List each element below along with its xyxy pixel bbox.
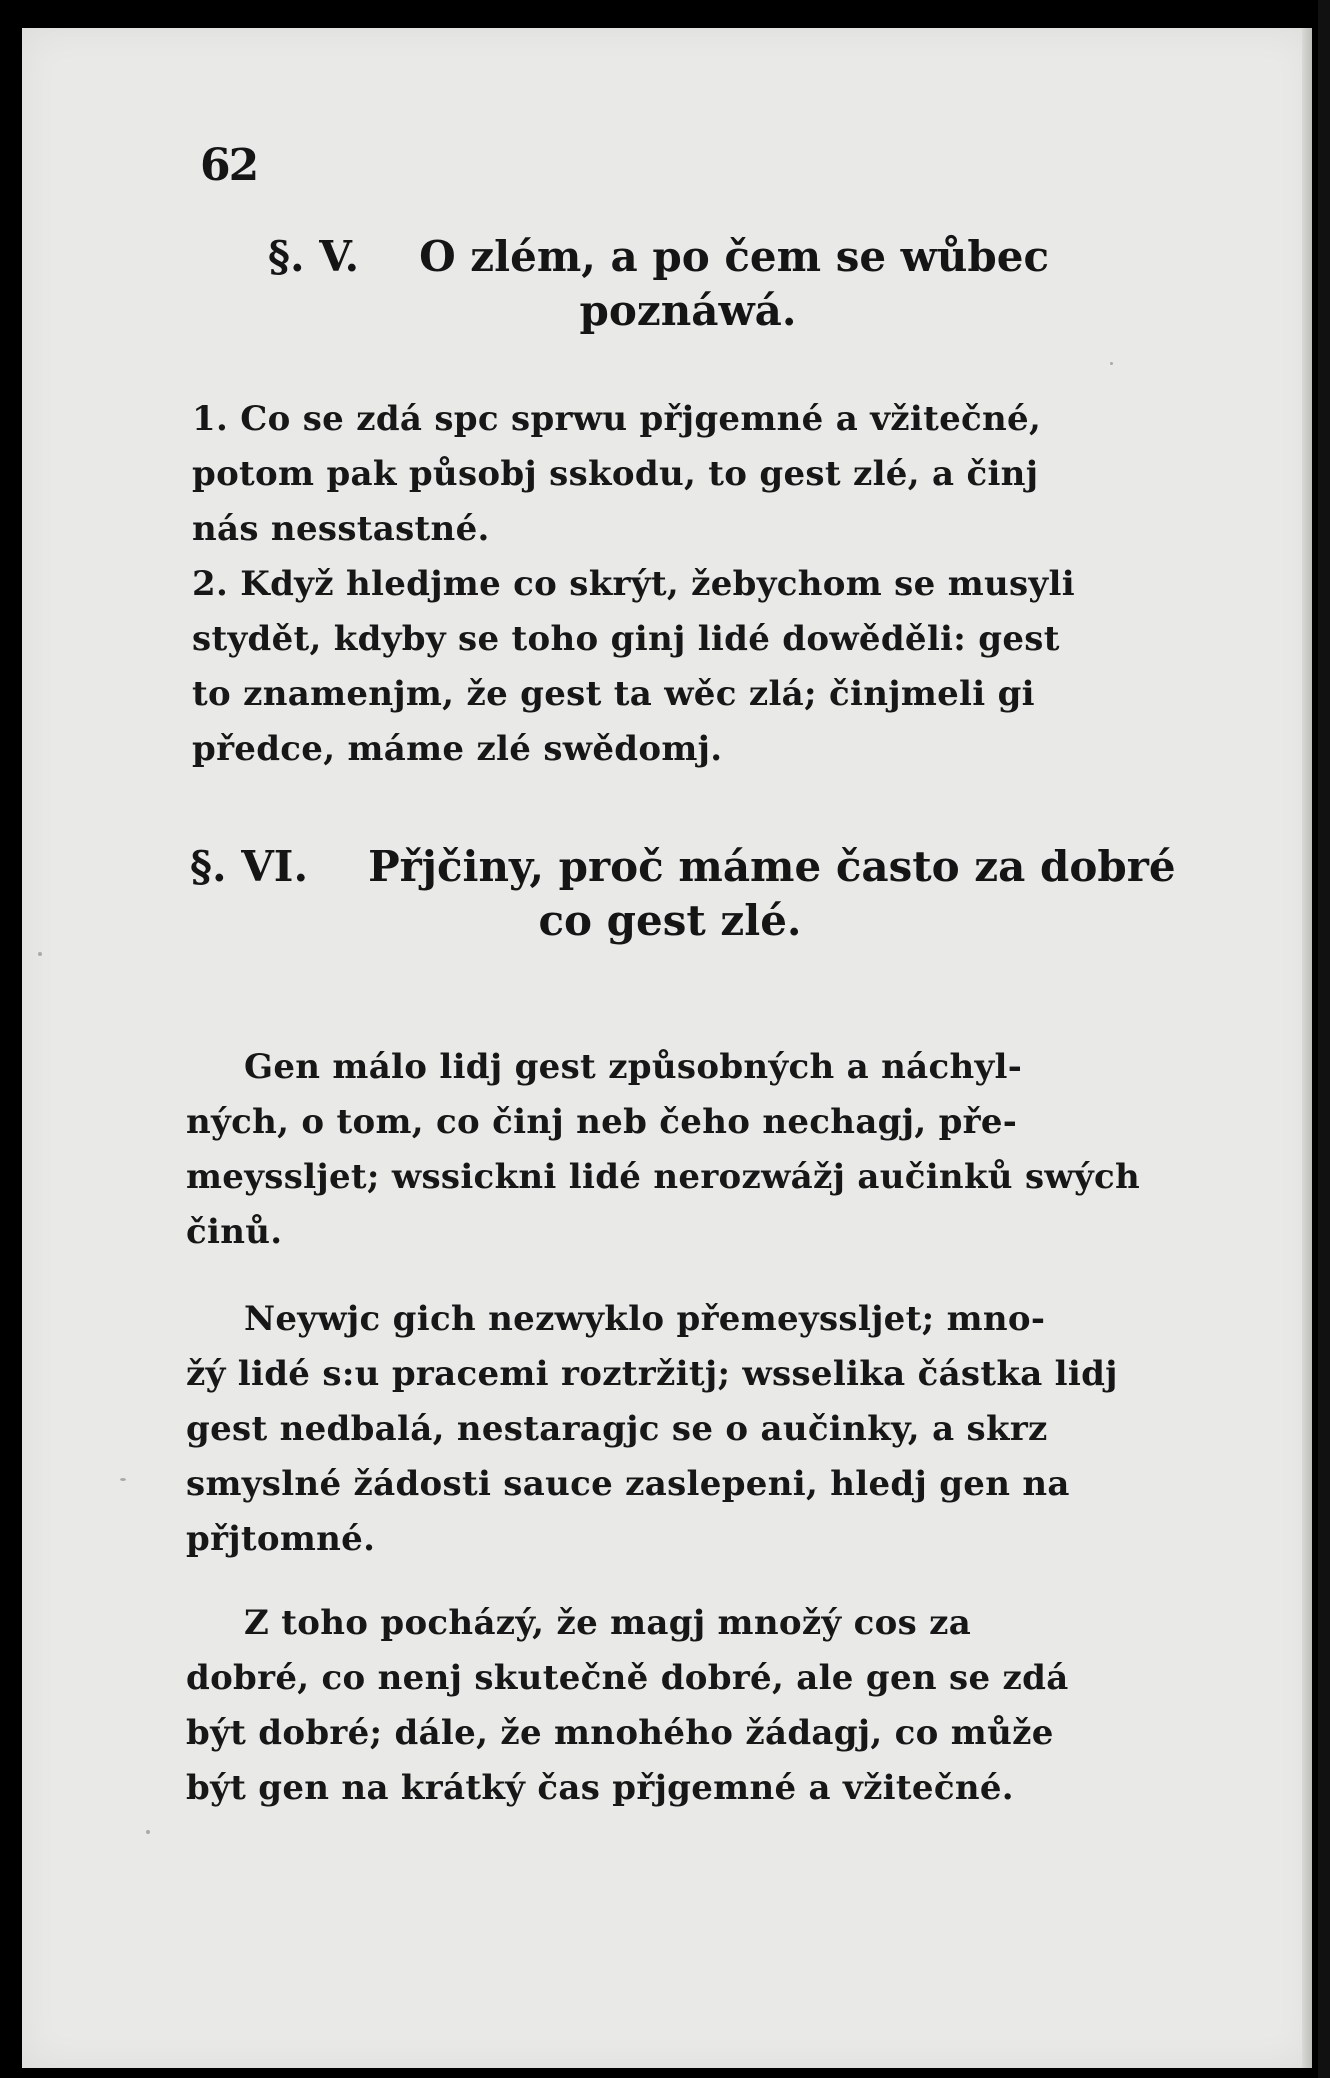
- section-title-continued: co gest zlé.: [538, 896, 802, 945]
- paragraph-line: ných, o tom, co činj neb čeho nechagj, pře-: [186, 1102, 1018, 1142]
- paragraph-line: žý lidé s:u pracemi roztržitj; wsselika částka lidj: [186, 1354, 1118, 1394]
- list-item-line: 1. Co se zdá spc sprwu přjgemné a vžitečné,: [192, 399, 1042, 439]
- paragraph-line: Neywjc gich nezwyklo přemeyssljet; mno-: [244, 1299, 1046, 1339]
- scan-border: [1318, 0, 1330, 2078]
- list-item-line: předce, máme zlé swědomj.: [192, 729, 723, 769]
- paragraph-line: Gen málo lidj gest způsobných a náchyl-: [244, 1047, 1023, 1087]
- paragraph: [186, 1040, 1156, 1260]
- list-item-line: potom pak působj sskodu, to gest zlé, a činj: [192, 454, 1039, 494]
- paper-speck: [146, 1830, 150, 1834]
- page-edge: [1302, 28, 1312, 2068]
- paragraph-line: být gen na krátký čas přjgemné a vžitečné.: [186, 1768, 1014, 1808]
- paper-speck: [1110, 362, 1113, 365]
- section-heading-v: [268, 230, 1108, 338]
- numbered-list: [192, 392, 1152, 777]
- page-number: 62: [200, 140, 258, 191]
- paragraph-line: dobré, co nenj skutečně dobré, ale gen se zdá: [186, 1658, 1069, 1698]
- list-item-line: 2. Když hledjme co skrýt, žebychom se musyli: [192, 564, 1075, 604]
- paragraph-line: smyslné žádosti sauce zaslepeni, hledj gen na: [186, 1464, 1070, 1504]
- list-item-line: stydět, kdyby se toho ginj lidé dowěděli: gest: [192, 619, 1060, 659]
- section-number: §. V.: [268, 232, 360, 281]
- paragraph-line: být dobré; dále, že mnohého žádagj, co může: [186, 1713, 1054, 1753]
- list-item-line: nás nesstastné.: [192, 509, 490, 549]
- section-title-continued: poznáwá.: [579, 286, 797, 335]
- paragraph-line: Z toho pocházý, že magj množý cos za: [244, 1603, 972, 1643]
- section-heading-vi: [190, 840, 1176, 948]
- paragraph: [186, 1596, 1156, 1816]
- paragraph-line: činů.: [186, 1212, 283, 1252]
- section-title: Přjčiny, proč máme často za dobré: [368, 842, 1176, 891]
- paragraph: [186, 1292, 1156, 1567]
- list-item-line: to znamenjm, že gest ta wěc zlá; činjmeli gi: [192, 674, 1035, 714]
- paragraph-line: přjtomné.: [186, 1519, 376, 1559]
- paper-speck: [120, 1478, 126, 1481]
- section-number: §. VI.: [190, 842, 309, 891]
- paper-speck: [38, 952, 42, 956]
- section-title: O zlém, a po čem se wůbec: [419, 232, 1050, 281]
- paragraph-line: gest nedbalá, nestaragjc se o aučinky, a skrz: [186, 1409, 1048, 1449]
- paragraph-line: meyssljet; wssickni lidé nerozwážj aučinků swých: [186, 1157, 1141, 1197]
